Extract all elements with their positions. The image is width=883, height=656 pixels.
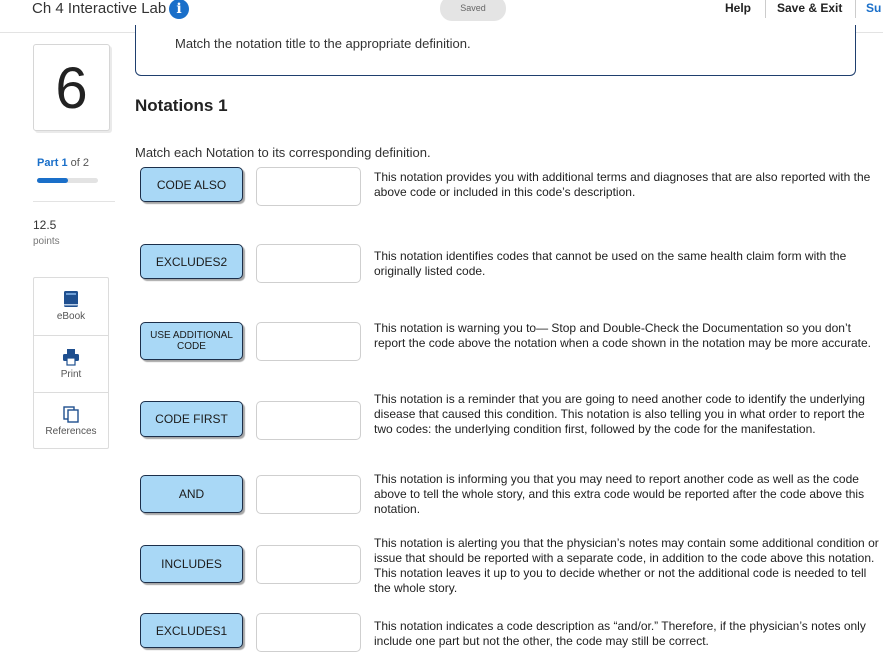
notation-chip-includes[interactable]: INCLUDES	[140, 545, 243, 583]
ebook-button[interactable]	[34, 278, 108, 335]
definition-text: This notation is informing you that you may need to report another code as well as the code above to tell the whole story, and this extra code would be reported after the code above this notation.	[374, 472, 865, 516]
save-exit-button[interactable]: Save & Exit	[777, 1, 843, 15]
tool-label: References	[45, 426, 97, 437]
tool-label: Print	[60, 369, 82, 380]
divider	[33, 201, 115, 202]
part-progress-fill	[37, 178, 68, 183]
part-total: of 2	[70, 157, 89, 169]
saved-status-badge: Saved	[440, 0, 506, 21]
definition-text: This notation is alerting you that the physician’s notes may contain some additional condition or issue that should be reported with a separate code, in addition to the code above this notation. This notation leaves it up to you to decide whether or not the additional code is needed to tell the whole story.	[374, 536, 879, 595]
points-value: 12.5	[33, 218, 57, 232]
printer-icon	[62, 348, 80, 366]
notation-chip-and[interactable]: AND	[140, 475, 243, 513]
drop-target[interactable]	[256, 167, 361, 206]
drop-target[interactable]	[256, 244, 361, 283]
notation-chip-excludes2[interactable]: EXCLUDES2	[140, 244, 243, 279]
definition-text: This notation provides you with additional terms and diagnoses that are also reported with the above code or included in this code’s description.	[374, 170, 871, 199]
drop-target[interactable]	[256, 613, 361, 652]
divider	[855, 0, 856, 18]
part-indicator	[37, 157, 89, 169]
references-button[interactable]	[34, 392, 108, 449]
question-prompt: Match each Notation to its corresponding definition.	[135, 145, 431, 160]
definition-text: This notation is a reminder that you are going to need another code to identify the underlying disease that caused this condition. This notation is also telling you in what order to report the two codes: the underlying condition first, followed by the code for the manifestation.	[374, 392, 865, 436]
instruction-text: Match the notation title to the appropriate definition.	[175, 36, 471, 51]
definition-text: This notation indicates a code description as “and/or.” Therefore, if the physician’s notes only include one part but not the other, the code may still be correct.	[374, 619, 866, 648]
app-title: Ch 4 Interactive Lab	[32, 0, 167, 17]
help-button[interactable]: Help	[725, 1, 752, 15]
notation-chip-use-additional-code[interactable]: USE ADDITIONAL CODE	[140, 322, 243, 360]
divider	[765, 0, 766, 18]
print-button[interactable]	[34, 335, 108, 392]
part-current: Part 1	[37, 157, 68, 169]
page-title: Notations 1	[135, 96, 228, 115]
drop-target[interactable]	[256, 545, 361, 584]
notation-chip-excludes1[interactable]: EXCLUDES1	[140, 613, 243, 648]
tool-label: eBook	[56, 311, 86, 322]
question-number: 6	[33, 44, 110, 131]
tools-panel	[33, 277, 109, 449]
drop-target[interactable]	[256, 475, 361, 514]
drop-target[interactable]	[256, 322, 361, 361]
info-icon[interactable]: i	[169, 0, 189, 19]
submit-button[interactable]: Su	[866, 1, 882, 15]
notation-chip-code-first[interactable]: CODE FIRST	[140, 401, 243, 437]
documents-icon	[62, 405, 80, 423]
book-icon	[62, 290, 80, 308]
definition-text: This notation identifies codes that cannot be used on the same health claim form with the originally listed code.	[374, 249, 847, 278]
points-label: points	[33, 236, 60, 247]
notation-chip-code-also[interactable]: CODE ALSO	[140, 167, 243, 202]
definition-text: This notation is warning you to— Stop and Double-Check the Documentation so you don’t report the code above the notation when a code shown in the notation may be more accurate.	[374, 321, 871, 350]
drop-target[interactable]	[256, 401, 361, 440]
